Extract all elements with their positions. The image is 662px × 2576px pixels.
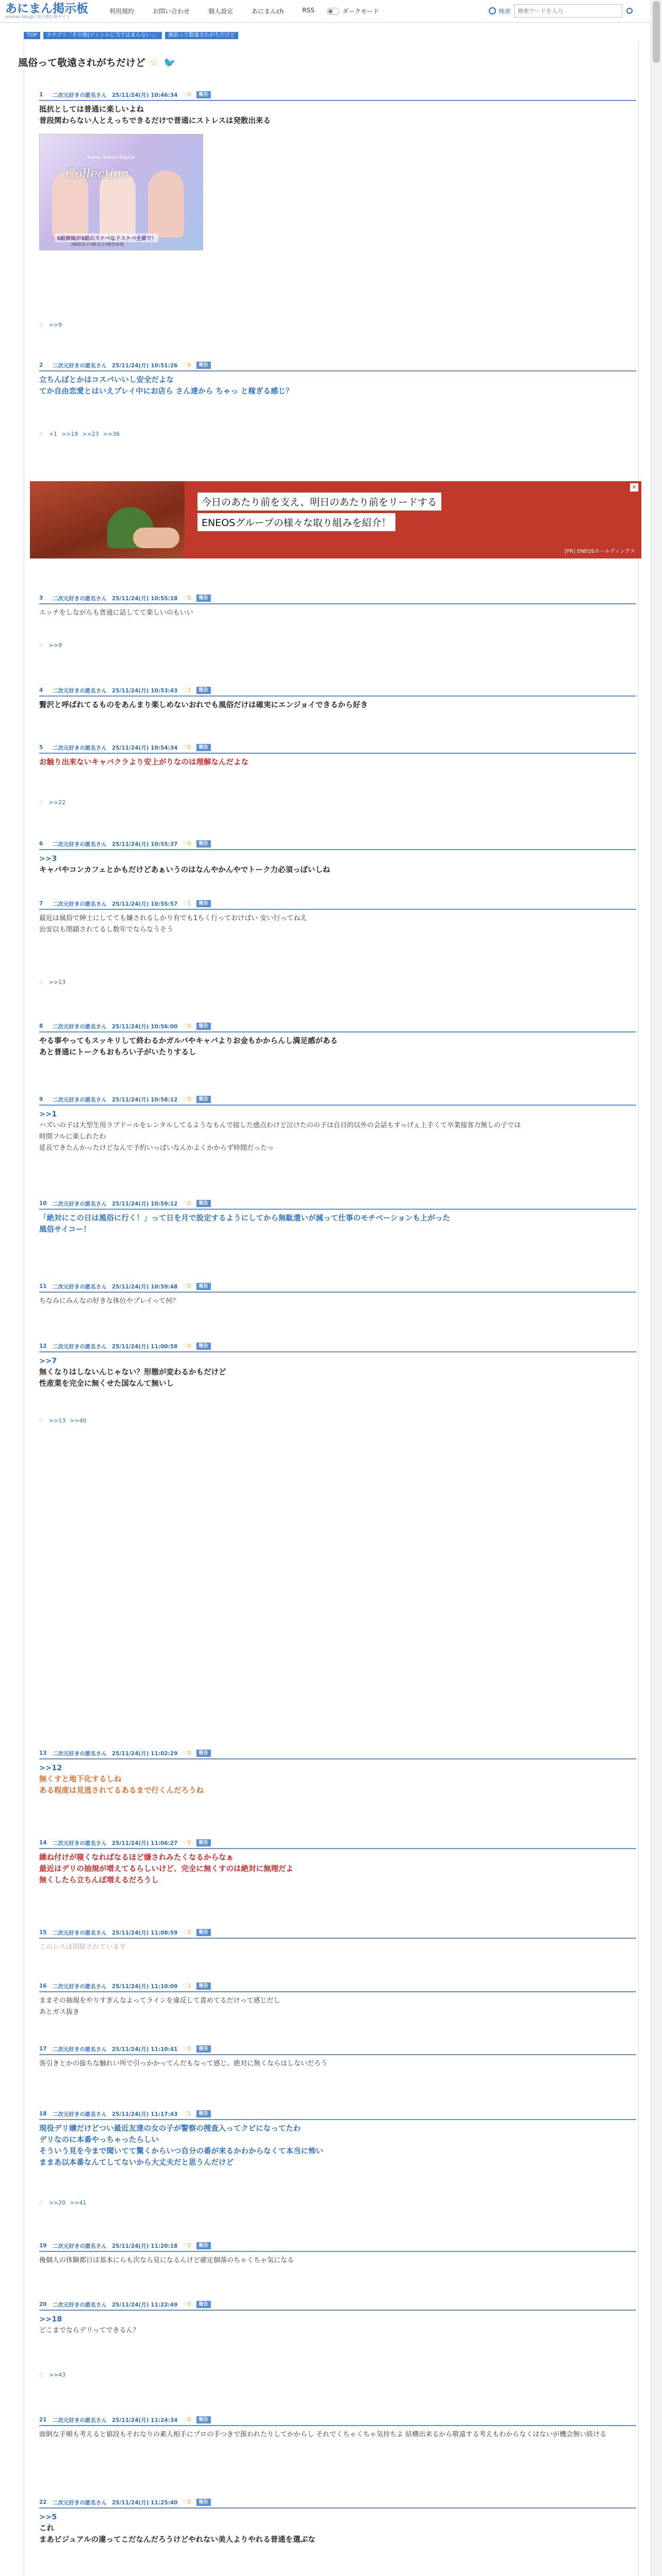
reply-body: [39, 1355, 636, 1389]
thumb-subtitle: Yumei Sisters Digital: [87, 155, 135, 160]
reply-pointer-icon: ☝: [39, 1417, 43, 1424]
reply-number[interactable]: 5: [39, 744, 43, 751]
reply-text-line: どこまでならデリってできるん？: [39, 2327, 140, 2334]
post-date: 25/11/24(月) 10:51:26: [112, 362, 178, 369]
search-label: 検索: [499, 7, 511, 15]
report-button[interactable]: 報告: [196, 744, 211, 751]
reply-body: [39, 1036, 636, 1058]
reply-header: [39, 90, 636, 101]
reply-number[interactable]: 13: [39, 1750, 47, 1756]
post-date: 25/11/24(月) 11:06:27: [112, 1840, 178, 1846]
like-button[interactable]: ♡1: [183, 2111, 191, 2117]
reply-pointer-icon: ☝: [39, 321, 43, 328]
reply-text-line: やる事やってもスッキリして終わるかガルバやキャバよりお金もかからんし満足感がある: [39, 1037, 338, 1045]
poster-name: 二次元好きの匿名さん: [53, 1283, 107, 1290]
nav-rss[interactable]: RSS: [302, 7, 315, 14]
post-date: 25/11/24(月) 10:55:57: [112, 901, 178, 907]
reply-text-line: 抵抗としては普通に楽しいよね: [39, 106, 144, 114]
post-date: 25/11/24(月) 10:58:12: [112, 1096, 178, 1103]
reply-text-line: あと普通にトークもおもろい子がいたりするし: [39, 1048, 196, 1057]
toggle-switch-icon[interactable]: [327, 8, 339, 15]
report-button[interactable]: 報告: [196, 2499, 211, 2506]
reply-body: [39, 1296, 636, 1307]
reply-ref-link[interactable]: >>23: [82, 431, 99, 437]
like-button[interactable]: ♡1: [183, 901, 191, 907]
nav-terms[interactable]: 利用規約: [109, 8, 135, 15]
reply-body: [39, 2314, 636, 2336]
reply-body: [39, 2123, 636, 2168]
thread-title: [18, 55, 176, 69]
logo-main-text: あにまん掲示板: [5, 2, 88, 15]
reply-text-line: 面倒な手順も考えると値段もそれなりの素人相手にプロの手つきで扱われたりしてかからし それでくちゃくちゃ気持ちよ 結構出来るから敬遠する考えもわからなくはないが機会無い続ける: [39, 2431, 607, 2438]
poster-name: 二次元好きの匿名さん: [53, 1023, 107, 1030]
post-thumbnail-image[interactable]: [39, 134, 203, 250]
reply-number[interactable]: 16: [39, 1983, 47, 1989]
reply-footer: [39, 1417, 91, 1424]
reply-header: [39, 1748, 636, 1759]
like-button[interactable]: ♡0: [183, 2301, 191, 2308]
scrollbar-thumb[interactable]: [653, 1, 660, 63]
reply-pointer-icon: ☝: [39, 2199, 43, 2206]
reply-ref-link[interactable]: >>43: [48, 2371, 66, 2378]
thumb-collection-text: Collection: [65, 166, 129, 181]
reply-ref-link[interactable]: >>19: [61, 431, 78, 437]
reply-number[interactable]: 6: [39, 841, 43, 847]
reply-text-line: 贅沢と呼ばれてるものをあんまり楽しめないおれでも風俗だけは確実にエンジョイできるから好き: [39, 701, 368, 709]
reply-header: [39, 1981, 636, 1992]
post-date: 25/11/24(月) 10:55:18: [112, 595, 178, 602]
report-button[interactable]: 報告: [196, 2242, 211, 2249]
report-button[interactable]: 報告: [196, 687, 211, 694]
report-button[interactable]: 報告: [196, 1982, 211, 1990]
like-button[interactable]: ♡0: [183, 92, 191, 98]
like-button[interactable]: ♡0: [183, 595, 191, 601]
report-button[interactable]: 報告: [196, 1839, 211, 1846]
reply-anchor-link[interactable]: >>12: [39, 1764, 62, 1772]
poster-name: 二次元好きの匿名さん: [53, 1929, 107, 1936]
reply-footer: [39, 431, 124, 437]
search-submit-icon[interactable]: [626, 8, 633, 14]
ad-pr-label: [PR] ENEOSホールディングス: [565, 549, 635, 554]
reply-text-line: 普段関わらない人とえっちできるだけで普通にストレスは発散出来る: [39, 117, 271, 125]
reply-anchor-link[interactable]: >>7: [39, 1357, 57, 1365]
like-button[interactable]: ♡0: [183, 2417, 191, 2423]
like-button[interactable]: ♡0: [183, 1750, 191, 1756]
reply-number[interactable]: 10: [39, 1200, 47, 1207]
reply-number[interactable]: 20: [39, 2301, 47, 2308]
figure-right: [148, 171, 184, 238]
reply-body: [39, 757, 636, 768]
reply-header: [39, 2044, 636, 2055]
top-nav: [109, 7, 333, 15]
reply-ref-link[interactable]: >>13: [48, 1417, 66, 1424]
poster-name: 二次元好きの匿名さん: [53, 1200, 107, 1207]
reply-text-line: このレスは削除されています: [39, 1943, 126, 1951]
reply-body: [39, 2255, 636, 2266]
like-button[interactable]: ♡0: [183, 1343, 191, 1349]
poster-name: 二次元好きの匿名さん: [53, 2243, 107, 2249]
report-button[interactable]: 報告: [196, 362, 211, 369]
reply-text-line: エッチをしながらも普通に話してて楽しいのもいい: [39, 609, 193, 617]
reply-body: [39, 1995, 636, 2018]
ad-close-icon[interactable]: ✕: [630, 483, 638, 492]
reply-header: [39, 1838, 636, 1849]
like-button[interactable]: ♡0: [183, 1023, 191, 1029]
reply-footer: [39, 2199, 91, 2206]
reply-text-line: デリなのに本番やっちゃったらしい: [39, 2136, 159, 2144]
poster-name: 二次元好きの匿名さん: [53, 744, 107, 751]
reply-number[interactable]: 19: [39, 2243, 47, 2249]
reply-number[interactable]: 4: [39, 687, 43, 693]
reply-footer: [39, 2371, 70, 2378]
darkmode-toggle[interactable]: [327, 7, 379, 15]
reply-text-line: 無くすと地下化するしね: [39, 1775, 122, 1784]
reply-body: [39, 1852, 636, 1886]
reply-header: [39, 742, 636, 754]
report-button[interactable]: 報告: [196, 2416, 211, 2424]
reply-number[interactable]: 14: [39, 1840, 47, 1846]
reply-header: [39, 1198, 636, 1210]
reply-header: [39, 2241, 636, 2252]
post-date: 25/11/24(月) 11:24:34: [112, 2417, 178, 2424]
content-frame: [24, 41, 639, 2576]
reply-header: [39, 685, 636, 697]
reply-number[interactable]: 9: [39, 1096, 43, 1103]
report-button[interactable]: 報告: [196, 900, 211, 907]
post-date: 25/11/24(月) 10:55:37: [112, 841, 178, 848]
reply-ref-link[interactable]: >>9: [48, 642, 62, 649]
post-date: 25/11/24(月) 11:10:09: [112, 1983, 178, 1990]
poster-name: 二次元好きの匿名さん: [53, 1840, 107, 1846]
reply-number[interactable]: 18: [39, 2111, 47, 2117]
reply-header: [39, 1094, 636, 1106]
post-date: 25/11/24(月) 11:22:49: [112, 2301, 178, 2308]
poster-name: 二次元好きの匿名さん: [53, 901, 107, 907]
reply-header: [39, 2299, 636, 2311]
reply-header: [39, 1341, 636, 1352]
reply-header: [39, 1281, 636, 1293]
reply-text-line: そういう見を今まで聞いてて驚くからいつ自分の番が来るかわからなくて本当に怖い: [39, 2147, 323, 2156]
reply-pointer-icon: ☝: [39, 2371, 43, 2378]
report-button[interactable]: 報告: [196, 1929, 211, 1936]
report-button[interactable]: 報告: [196, 840, 211, 848]
reply-ref-link[interactable]: >>20: [48, 2199, 66, 2206]
reply-header: [39, 839, 636, 850]
poster-name: 二次元好きの匿名さん: [53, 1983, 107, 1990]
reply-text-line: あとガス抜き: [39, 2008, 80, 2016]
reply-ref-link[interactable]: >>13: [48, 979, 66, 986]
report-button[interactable]: 報告: [196, 1343, 211, 1350]
reply-text-line: 無くしたら立ちんぼ増えるだろうし: [39, 1876, 159, 1885]
reply-text-line: 繰ね付けが寝くなればなるほど嫌されみたくなるからなぁ: [39, 1854, 234, 1862]
darkmode-label: ダークモード: [342, 8, 379, 15]
poster-name: 二次元好きの匿名さん: [53, 362, 107, 369]
reply-body: [39, 1762, 636, 1797]
ad-banner[interactable]: [30, 481, 641, 558]
reply-text-line: まあビジュアルの違ってこだなんだろうけどやれない美人よりやれる普通を選ぶな: [39, 2536, 316, 2544]
search-input[interactable]: [514, 4, 622, 18]
reply-text-line: 無くなりはしないんじゃない？形態が変わるかもだけど: [39, 1368, 226, 1377]
like-button[interactable]: ♡1: [183, 687, 191, 693]
reply-ref-link[interactable]: >>40: [70, 1417, 87, 1424]
reply-text-line: 客引きとかの抜ちな触れい所で引っかかってんだもなって感じ、絶対に無くならはしないだろう: [39, 2060, 328, 2067]
poster-name: 二次元好きの匿名さん: [53, 1343, 107, 1350]
favorite-star-icon[interactable]: ☆: [150, 57, 159, 69]
like-button[interactable]: ♡1: [183, 1983, 191, 1989]
reply-body: [39, 2429, 636, 2441]
nav-settings[interactable]: 個人設定: [208, 8, 234, 15]
reply-ref-link[interactable]: >>22: [48, 799, 66, 806]
poster-name: 二次元好きの匿名さん: [53, 2499, 107, 2506]
reply-header: [39, 1927, 636, 1939]
reply-footer: [39, 642, 66, 649]
reply-body: [39, 2058, 636, 2070]
like-button[interactable]: ♡0: [183, 1200, 191, 1207]
site-header: [0, 0, 662, 23]
reply-number[interactable]: 2: [39, 362, 43, 368]
report-button[interactable]: 報告: [196, 1023, 211, 1030]
reply-number[interactable]: 21: [39, 2417, 47, 2423]
post-date: 25/11/24(月) 10:46:34: [112, 92, 178, 98]
report-button[interactable]: 報告: [196, 2045, 211, 2053]
reply-body: [39, 700, 636, 711]
search-box: [489, 4, 633, 18]
report-button[interactable]: 報告: [196, 1096, 211, 1103]
reply-number[interactable]: 8: [39, 1023, 43, 1029]
post-date: 25/11/24(月) 10:59:48: [112, 1283, 178, 1290]
reply-ref-link[interactable]: >>41: [70, 2199, 87, 2206]
like-button[interactable]: ♡0: [183, 2499, 191, 2505]
poster-name: 二次元好きの匿名さん: [53, 1750, 107, 1757]
report-button[interactable]: 報告: [196, 1200, 211, 1207]
nav-contact[interactable]: お問い合わせ: [153, 8, 190, 15]
reply-text-line: ハズいの子は大型生用ラブドールをレンタルしてるようなもんで接した感点わけど泣けたのの子は自目的以外の会話もすっげぇ上手くて卒業接客力無しの子では: [39, 1122, 521, 1129]
reply-body: [39, 375, 636, 397]
like-button[interactable]: ♡0: [183, 841, 191, 847]
reply-text-line: 性産業を完全に無くせた国なんて無いし: [39, 1380, 174, 1388]
reply-ref-link[interactable]: +1: [48, 431, 57, 437]
reply-anchor-link[interactable]: >>3: [39, 855, 57, 863]
post-date: 25/11/24(月) 11:00:58: [112, 1343, 178, 1350]
reply-number[interactable]: 7: [39, 901, 43, 907]
thumb-caption: 5組姉妹が5組のスケベなドスケベ全員で！: [55, 233, 158, 242]
reply-text-line: 最近はデリの抽規が増えてるらしいけど、完全に無くすのは絶対に無理だよ: [39, 1865, 293, 1873]
reply-text-line: 治安以も閉鎖されてるし数年でならなうそう: [39, 926, 174, 934]
like-button[interactable]: ♡6: [183, 362, 191, 368]
post-date: 25/11/24(月) 10:59:12: [112, 1200, 178, 1207]
reply-body: [39, 1213, 636, 1235]
poster-name: 二次元好きの匿名さん: [53, 2417, 107, 2424]
reply-footer: [39, 799, 70, 806]
post-date: 25/11/24(月) 11:25:40: [112, 2499, 178, 2506]
reply-text-line: 「絶対にこの日は風俗に行く！」って日を月で設定するようにしてから無駄遣いが減って仕事のモチベーションも上がった: [39, 1214, 450, 1223]
like-button[interactable]: ♡0: [183, 1096, 191, 1103]
breadcrumb: [24, 32, 241, 39]
post-date: 25/11/24(月) 11:17:43: [112, 2111, 178, 2117]
reply-header: [39, 2497, 636, 2509]
reply-ref-link[interactable]: >>9: [48, 321, 62, 328]
reply-header: [39, 360, 636, 371]
reply-header: [39, 593, 636, 604]
breadcrumb-category[interactable]: カテゴリ「その他(ジャンルに当てはまらない」」: [43, 32, 162, 39]
reply-body: [39, 607, 636, 619]
scrollbar-track[interactable]: [651, 0, 662, 2576]
poster-name: 二次元好きの匿名さん: [53, 2111, 107, 2117]
poster-name: 二次元好きの匿名さん: [53, 2301, 107, 2308]
thread-title-text: 風俗って敬遠されがちだけど: [18, 57, 146, 69]
reply-text-line: 立ちんぼとかはコスパいいし安全だよな: [39, 376, 174, 384]
ad-line1: 今日のあたり前を支え、明日のあたり前をリードする: [197, 493, 441, 511]
report-button[interactable]: 報告: [196, 1283, 211, 1290]
nav-animanch[interactable]: あにまんch: [252, 8, 284, 15]
reply-pointer-icon: ☝: [39, 642, 43, 649]
poster-name: 二次元好きの匿名さん: [53, 92, 107, 98]
ad-hand-image: [133, 528, 179, 548]
like-button[interactable]: ♡0: [183, 744, 191, 751]
reply-text-line: お触り出来ないキャバクラより安上がりなのは理解なんだよな: [39, 758, 249, 767]
reply-number[interactable]: 3: [39, 595, 43, 601]
reply-text-line: 俺個人の体験都日は基本にらも次なら見になるんけど確定個落のちゃくちゃ気になる: [39, 2257, 294, 2264]
reply-anchor-link[interactable]: >>18: [39, 2315, 62, 2324]
post-date: 25/11/24(月) 11:20:18: [112, 2243, 178, 2249]
site-logo[interactable]: [5, 2, 88, 20]
report-button[interactable]: 報告: [196, 1750, 211, 1757]
like-button[interactable]: ♡0: [183, 1929, 191, 1936]
post-date: 25/11/24(月) 10:54:34: [112, 744, 178, 751]
breadcrumb-top[interactable]: TOP: [24, 32, 40, 39]
breadcrumb-thread[interactable]: 風俗って敬遠されがちだけど: [165, 32, 238, 39]
reply-text-line: 時間フルに楽しれたわ: [39, 1133, 106, 1141]
poster-name: 二次元好きの匿名さん: [53, 2046, 107, 2053]
reply-body: [39, 853, 636, 876]
reply-text-line: 延長できたんかったけどなんで予約いっぱいなんかよくかからず時間だったっ: [39, 1144, 274, 1152]
post-date: 25/11/24(月) 11:10:41: [112, 2046, 178, 2053]
reply-anchor-link[interactable]: >>1: [39, 1110, 57, 1118]
reply-text-line: 風俗サイコー！: [39, 1226, 91, 1234]
reply-ref-link[interactable]: >>36: [103, 431, 120, 437]
reply-text-line: ままその抽規をやりすぎんなよってラインを違反して責めてるだけって感じだし: [39, 1997, 280, 2005]
reply-pointer-icon: ☝: [39, 799, 43, 806]
reply-text-line: 現役デリ嬢だけどつい最近友達の女の子が警察の捜査入ってクビになってたわ: [39, 2125, 301, 2133]
reply-body: [39, 2512, 636, 2546]
reply-body: [39, 104, 636, 127]
reply-header: [39, 1021, 636, 1032]
like-button[interactable]: ♡0: [183, 2243, 191, 2249]
reply-number[interactable]: 22: [39, 2499, 47, 2505]
reply-header: [39, 2109, 636, 2120]
post-date: 25/11/24(月) 10:56:00: [112, 1023, 178, 1030]
poster-name: 二次元好きの匿名さん: [53, 595, 107, 602]
reply-body: [39, 1942, 636, 1953]
reply-number[interactable]: 12: [39, 1343, 47, 1349]
reply-pointer-icon: ☝: [39, 431, 43, 437]
reply-pointer-icon: ☝: [39, 979, 43, 986]
reply-anchor-link[interactable]: >>5: [39, 2513, 57, 2521]
reply-footer: [39, 321, 66, 328]
logo-sub-text: animan bbs@ | 総合掲示板サイト: [5, 14, 71, 19]
search-icon: [489, 7, 496, 14]
post-date: 25/11/24(月) 11:02:29: [112, 1750, 178, 1757]
post-date: 25/11/24(月) 11:08:59: [112, 1929, 178, 1936]
reply-text-line: これ: [39, 2524, 54, 2533]
like-button[interactable]: ♡0: [183, 2046, 191, 2052]
poster-name: 二次元好きの匿名さん: [53, 687, 107, 694]
reply-header: [39, 899, 636, 910]
reply-body: [39, 913, 636, 936]
like-button[interactable]: ♡0: [183, 1840, 191, 1846]
reply-text-line: ちなみにみんなの好きな体位やプレイって何？: [39, 1297, 179, 1305]
poster-name: 二次元好きの匿名さん: [53, 841, 107, 848]
report-button[interactable]: 報告: [196, 2301, 211, 2308]
report-button[interactable]: 報告: [196, 595, 211, 602]
reply-text-line: キャバやコンカフェとかもだけどあぁいうのはなんやかんやでトーク力必須っぽいしね: [39, 866, 330, 874]
twitter-bird-icon[interactable]: 🐦: [163, 57, 176, 69]
report-button[interactable]: 報告: [196, 2110, 211, 2117]
reply-body: [39, 1109, 636, 1154]
ad-line2: ENEOSグループの様々な取り組みを紹介！: [197, 513, 395, 531]
reply-number[interactable]: 15: [39, 1929, 47, 1936]
reply-number[interactable]: 1: [39, 92, 43, 98]
like-button[interactable]: ♡0: [183, 1283, 191, 1290]
reply-text-line: ある程度は見逃されてるあるまで行くんだろうね: [39, 1787, 204, 1795]
reply-text-line: 最近は風俗で紳士にしてても嫌されるしかり有でも1ちく行っておけばい 安い行ってねえ: [39, 914, 307, 922]
reply-footer: [39, 979, 70, 986]
thumb-caption2: 3極限系の3極美女3極性姉妹: [71, 242, 124, 247]
reply-text-line: てか自由恋愛とはいえプレイ中にお店ら さん達から ちゃっ と稼ぎる感じ？: [39, 387, 293, 396]
reply-text-line: ままあ以本番なんてしてないから大丈夫だと思うんだけど: [39, 2159, 234, 2167]
reply-number[interactable]: 11: [39, 1283, 47, 1290]
poster-name: 二次元好きの匿名さん: [53, 1096, 107, 1103]
report-button[interactable]: 報告: [196, 91, 211, 98]
reply-header: [39, 2415, 636, 2426]
post-date: 25/11/24(月) 10:53:43: [112, 687, 178, 694]
reply-number[interactable]: 17: [39, 2046, 47, 2052]
